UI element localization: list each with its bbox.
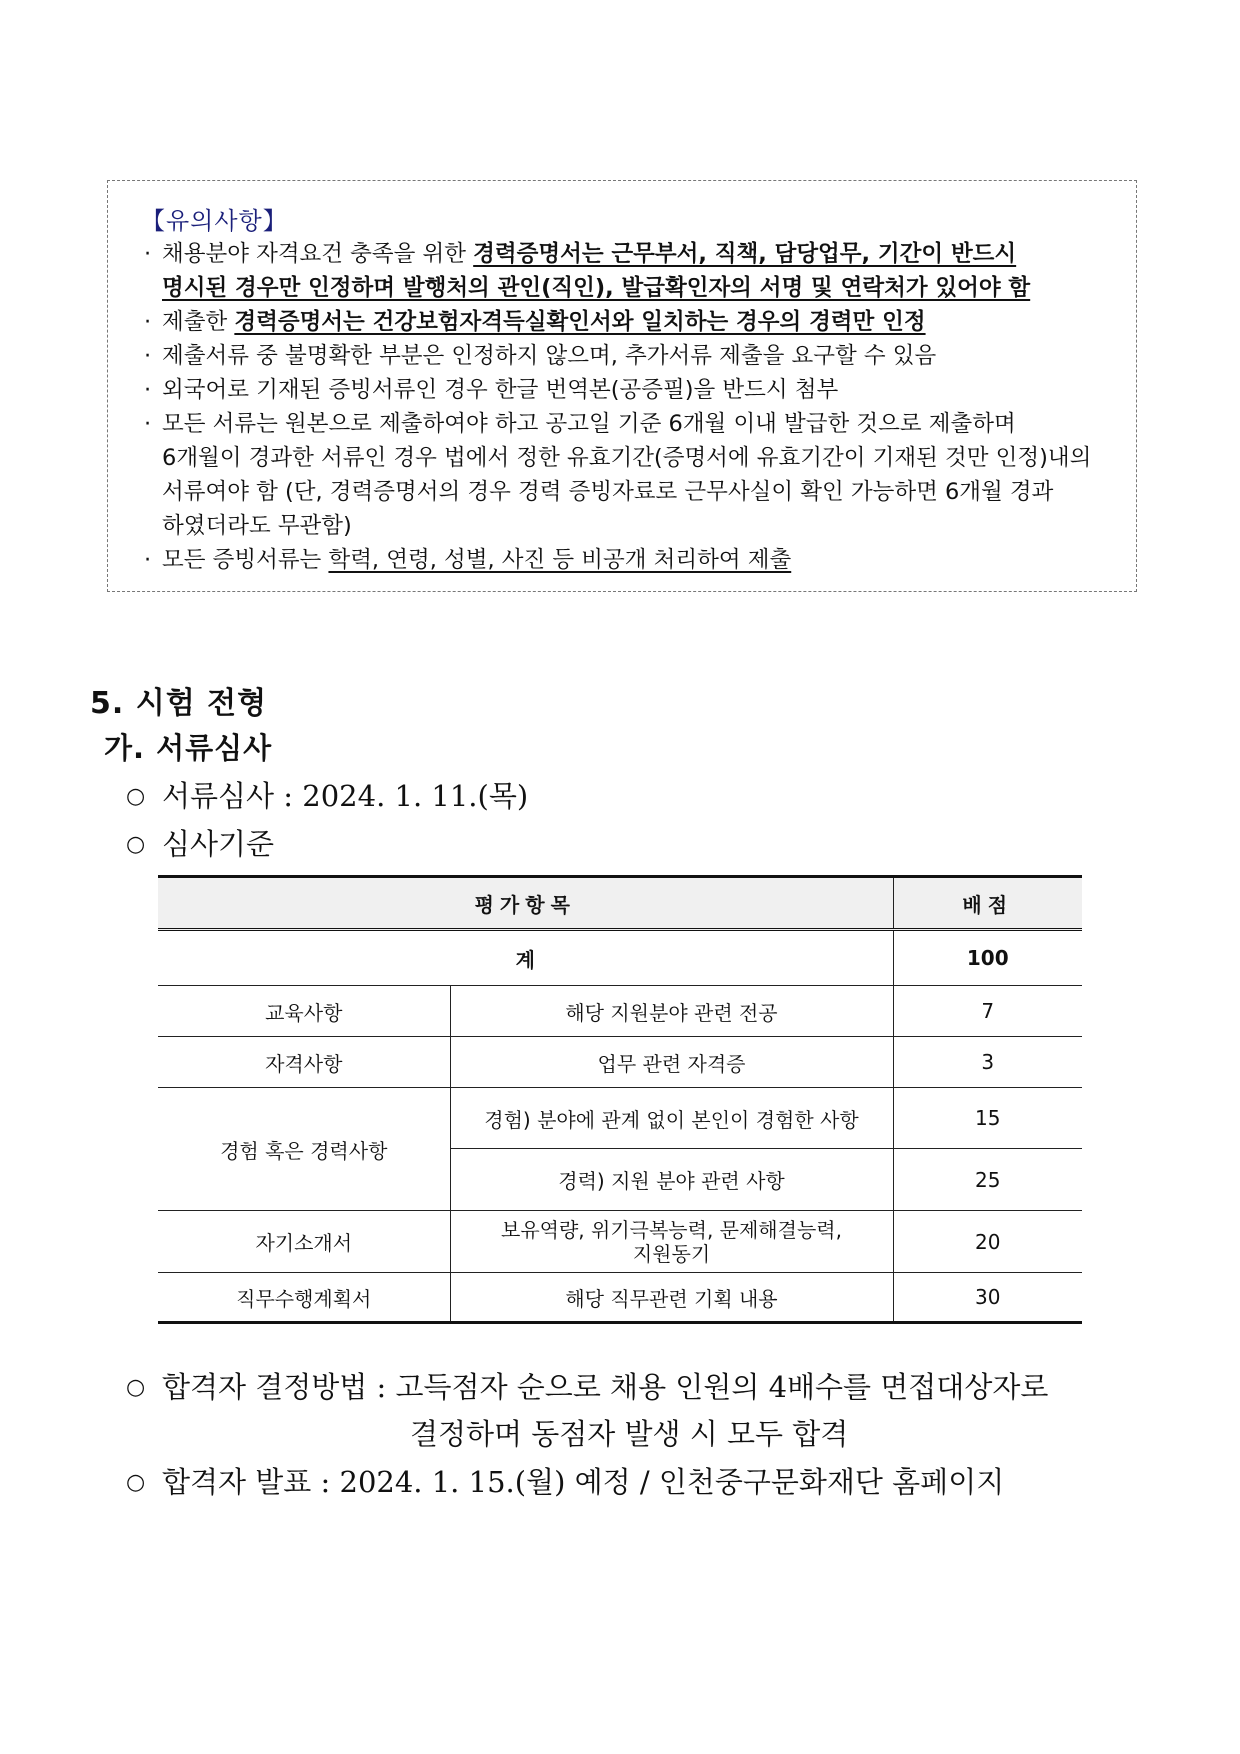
category-cell: 경험 혹은 경력사항 xyxy=(158,1088,450,1211)
category-cell: 자격사항 xyxy=(158,1037,450,1088)
criteria-table xyxy=(158,875,1082,1324)
notice-line: · 채용분야 자격요건 충족을 위한 경력증명서는 근무부서, 직책, 담당업무, 기간이 반드시 xyxy=(144,241,1017,267)
category-cell: 자기소개서 xyxy=(158,1211,450,1273)
table-row xyxy=(158,986,1082,1037)
notice-line: · 외국어로 기재된 증빙서류인 경우 한글 번역본(공증필)을 반드시 첨부 xyxy=(144,377,839,403)
section-heading: 5. 시험 전형 xyxy=(90,686,268,721)
table-row xyxy=(158,1211,1082,1273)
description-cell: 경력) 지원 분야 관련 사항 xyxy=(450,1149,893,1211)
score-cell: 3 xyxy=(893,1037,1082,1088)
table-row xyxy=(158,1037,1082,1088)
notice-line: · 제출서류 중 불명확한 부분은 인정하지 않으며, 추가서류 제출을 요구할 수 있음 xyxy=(144,343,937,369)
notice-line: 서류여야 함 (단, 경력증명서의 경우 경력 증빙자료로 근무사실이 확인 가능하면 6개월 경과 xyxy=(162,479,1054,505)
category-cell: 교육사항 xyxy=(158,986,450,1037)
header-item: 평가항목 xyxy=(158,877,893,930)
score-cell: 25 xyxy=(893,1149,1082,1211)
criteria-label: ○ 심사기준 xyxy=(126,827,275,861)
table-row xyxy=(158,1273,1082,1323)
notice-line: · 제출한 경력증명서는 건강보험자격득실확인서와 일치하는 경우의 경력만 인정 xyxy=(144,309,926,335)
description-cell: 업무 관련 자격증 xyxy=(450,1037,893,1088)
total-score: 100 xyxy=(893,930,1082,986)
notice-line: 명시된 경우만 인정하며 발행처의 관인(직인), 발급확인자의 서명 및 연락처가 있어야 함 xyxy=(162,275,1031,301)
notice-line: 하였더라도 무관함) xyxy=(162,513,352,539)
description-cell: 해당 직무관련 기획 내용 xyxy=(450,1273,893,1323)
subsection-heading: 가. 서류심사 xyxy=(104,731,273,765)
table-header xyxy=(158,877,1082,930)
score-cell: 7 xyxy=(893,986,1082,1037)
table-row xyxy=(158,1088,1082,1149)
pass-method-continued: 결정하며 동점자 발생 시 모두 합격 xyxy=(410,1417,849,1451)
notice-box xyxy=(107,180,1137,592)
category-cell: 직무수행계획서 xyxy=(158,1273,450,1323)
score-cell: 20 xyxy=(893,1211,1082,1273)
score-cell: 15 xyxy=(893,1088,1082,1149)
description-cell: 경험) 분야에 관계 없이 본인이 경험한 사항 xyxy=(450,1088,893,1149)
description-cell: 보유역량, 위기극복능력, 문제해결능력, 지원동기 xyxy=(450,1211,893,1273)
notice-title: 【유의사항】 xyxy=(141,207,288,235)
notice-line: · 모든 서류는 원본으로 제출하여야 하고 공고일 기준 6개월 이내 발급한 것으로 제출하며 xyxy=(144,411,1016,437)
header-score: 배점 xyxy=(893,877,1082,930)
description-cell: 해당 지원분야 관련 전공 xyxy=(450,986,893,1037)
score-cell: 30 xyxy=(893,1273,1082,1323)
notice-line: · 모든 증빙서류는 학력, 연령, 성별, 사진 등 비공개 처리하여 제출 xyxy=(144,547,792,573)
pass-method: ○ 합격자 결정방법 : 고득점자 순으로 채용 인원의 4배수를 면접대상자로 xyxy=(126,1370,1049,1404)
table-row-total xyxy=(158,930,1082,986)
notice-line: 6개월이 경과한 서류인 경우 법에서 정한 유효기간(증명서에 유효기간이 기재된 것만 인정)내의 xyxy=(162,445,1092,471)
total-label: 계 xyxy=(158,930,893,986)
announcement: ○ 합격자 발표 : 2024. 1. 15.(월) 예정 / 인천중구문화재단 홈페이지 xyxy=(126,1465,1005,1499)
review-date: ○ 서류심사 : 2024. 1. 11.(목) xyxy=(126,779,529,813)
